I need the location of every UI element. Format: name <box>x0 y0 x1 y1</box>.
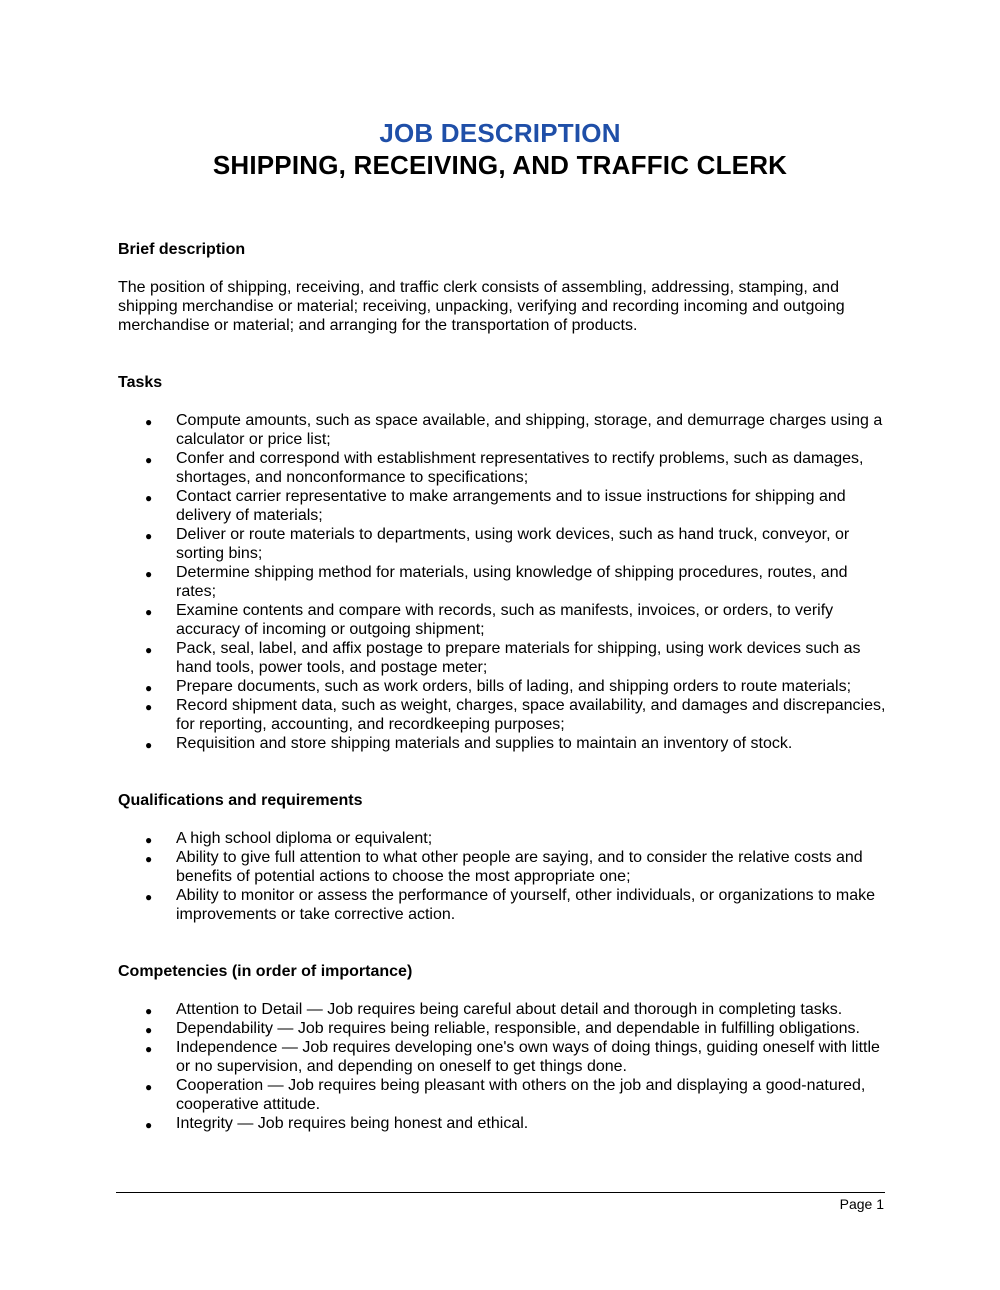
list-item <box>118 1000 888 1019</box>
bullet-icon: ● <box>145 738 153 752</box>
list-item <box>118 886 888 924</box>
list-item <box>118 449 888 487</box>
list-item-text: Ability to give full attention to what other people are saying, and to consider the relative costs and benefits of potential actions to choose the most appropriate one; <box>176 849 863 885</box>
list-item <box>118 848 888 886</box>
list-item-text: A high school diploma or equivalent; <box>176 830 433 847</box>
section-qualifications <box>118 791 888 924</box>
section-heading: Brief description <box>118 241 246 258</box>
list-item <box>118 411 888 449</box>
list-item <box>118 696 888 734</box>
list-item <box>118 487 888 525</box>
bullet-icon: ● <box>145 681 153 695</box>
list-item <box>118 525 888 563</box>
list-item <box>118 677 888 696</box>
bullet-icon: ● <box>145 700 153 714</box>
list-item-text: Contact carrier representative to make arrangements and to issue instructions for shipping and delivery of materials; <box>176 488 846 524</box>
footer-divider <box>116 1192 885 1193</box>
list-item-text: Deliver or route materials to departments, using work devices, such as hand truck, conveyor, or sorting bins; <box>176 526 850 562</box>
list-item <box>118 563 888 601</box>
section-heading: Tasks <box>118 374 163 391</box>
bullet-icon: ● <box>145 491 153 505</box>
list-item-text: Examine contents and compare with records, such as manifests, invoices, or orders, to verify accuracy of incoming or outgoing shipment; <box>176 602 834 638</box>
qualifications-list <box>118 829 888 924</box>
list-item-text: Determine shipping method for materials, using knowledge of shipping procedures, routes, and rates; <box>176 564 848 600</box>
bullet-icon: ● <box>145 415 153 429</box>
list-item <box>118 734 888 753</box>
bullet-icon: ● <box>145 833 153 847</box>
brief-description-text: The position of shipping, receiving, and traffic clerk consists of assembling, addressing, stamping, and shipping merchandise or material; receiving, unpacking, verifying and recording incoming and outgoing merchandise or material; and arranging for the transportation of products. <box>118 279 845 334</box>
list-item-text: Requisition and store shipping materials and supplies to maintain an inventory of stock. <box>176 735 793 752</box>
list-item-text: Attention to Detail — Job requires being careful about detail and thorough in completing tasks. <box>176 1001 843 1018</box>
list-item-text: Record shipment data, such as weight, charges, space availability, and damages and discrepancies, for reporting, accounting, and recordkeeping purposes; <box>176 697 886 733</box>
list-item <box>118 639 888 677</box>
list-item-text: Ability to monitor or assess the performance of yourself, other individuals, or organizations to make improvements or take corrective action. <box>176 887 875 923</box>
bullet-icon: ● <box>145 643 153 657</box>
document-body <box>118 240 888 1133</box>
list-item-text: Pack, seal, label, and affix postage to prepare materials for shipping, using work devices such as hand tools, power tools, and postage meter; <box>176 640 861 676</box>
list-item <box>118 1114 888 1133</box>
bullet-icon: ● <box>145 605 153 619</box>
list-item-text: Independence — Job requires developing one's own ways of doing things, guiding oneself with little or no supervision, and depending on oneself to get things done. <box>176 1039 880 1075</box>
bullet-icon: ● <box>145 1023 153 1037</box>
list-item-text: Cooperation — Job requires being pleasant with others on the job and displaying a good-natured, cooperative attitude. <box>176 1077 866 1113</box>
page-number: Page 1 <box>839 1196 884 1212</box>
bullet-icon: ● <box>145 852 153 866</box>
bullet-icon: ● <box>145 1080 153 1094</box>
bullet-icon: ● <box>145 890 153 904</box>
list-item <box>118 1076 888 1114</box>
list-item <box>118 1019 888 1038</box>
list-item-text: Dependability — Job requires being reliable, responsible, and dependable in fulfilling obligations. <box>176 1020 860 1037</box>
bullet-icon: ● <box>145 1004 153 1018</box>
bullet-icon: ● <box>145 567 153 581</box>
bullet-icon: ● <box>145 1118 153 1132</box>
section-brief-description <box>118 240 888 335</box>
list-item-text: Prepare documents, such as work orders, bills of lading, and shipping orders to route materials; <box>176 678 852 695</box>
list-item <box>118 829 888 848</box>
title-job-name: SHIPPING, RECEIVING, AND TRAFFIC CLERK <box>212 150 788 180</box>
list-item-text: Confer and correspond with establishment representatives to rectify problems, such as damages, shortages, and nonconformance to specifications; <box>176 450 864 486</box>
bullet-icon: ● <box>145 529 153 543</box>
list-item-text: Compute amounts, such as space available, and shipping, storage, and demurrage charges using a calculator or price list; <box>176 412 883 448</box>
bullet-icon: ● <box>145 453 153 467</box>
section-heading: Qualifications and requirements <box>118 792 363 809</box>
document-title <box>0 118 1000 180</box>
section-heading: Competencies (in order of importance) <box>118 963 413 980</box>
list-item-text: Integrity — Job requires being honest and ethical. <box>176 1115 529 1132</box>
tasks-list <box>118 411 888 753</box>
section-tasks <box>118 373 888 753</box>
competencies-list <box>118 1000 888 1133</box>
section-competencies <box>118 962 888 1133</box>
bullet-icon: ● <box>145 1042 153 1056</box>
list-item <box>118 601 888 639</box>
list-item <box>118 1038 888 1076</box>
title-job-description: JOB DESCRIPTION <box>379 118 621 148</box>
